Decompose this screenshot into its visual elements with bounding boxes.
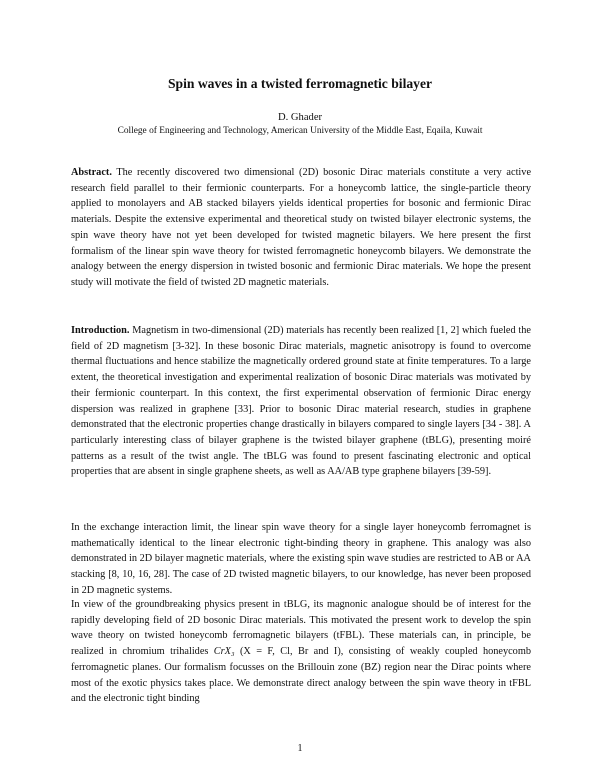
intro-p1-text: Magnetism in two-dimensional (2D) materials has recently been realized [1, 2] which fueled the field of 2D magnetism [3-32]. In these bosonic Dirac materials, magnetic anisotropy is found to overcome thermal fluctuations and hence stabilize the magnetically ordered ground state at finite temperatures. To a large extent, the theoretical investigation and experimental realization of bosonic Dirac materials was motivated by their fermionic counterpart. In this context, the first experimental observation of fermionic Dirac energy dispersion was realized in graphene [33]. Prior to bosonic Dirac material research, studies in graphene demonstrated that the electronic properties change drastically in bilayers compared to single layers [34 - 38]. A particularly interesting class of bilayer graphene is the twisted bilayer graphene (tBLG), presenting moiré patterns as a result of the twist angle. The tBLG was found to present fascinating electronic and optical properties that are absent in single graphene sheets, as well as AA/AB type graphene bilayers [39-59]. [71, 325, 531, 478]
intro-paragraph-2: In the exchange interaction limit, the linear spin wave theory for a single layer honeycomb ferromagnet is mathematically identical to the linear electronic tight-binding theory in graphene. This analogy was also demonstrated in 2D bilayer magnetic materials, where the existing spin wave studies are restricted to AB or AA stacking [8, 10, 16, 28]. The case of 2D twisted magnetic bilayers, to our knowledge, has never been proposed in 2D magnetic systems. [71, 522, 531, 596]
intro-label: Introduction. [71, 325, 130, 336]
intro-p3-text-b: (X = F, Cl, Br and I), consisting of weakly coupled honeycomb ferromagnetic planes. Our formalism focusses on the Brillouin zone (BZ) region near the Dirac points where most of the exotic physics takes place. We demonstrate direct analogy between the spin wave theory in tFBL and the electronic tight binding [71, 646, 531, 705]
intro-p3-text-a: In view of the groundbreaking physics present in tBLG, its magnonic analogue should be of interest for the rapidly developing field of 2D bosonic Dirac materials. This motivated the present work to develop the spin wave theory on twisted honeycomb ferromagnetic bilayers (tFBL). These materials can, in principle, be realized in chromium trihalides [71, 599, 531, 658]
abstract-paragraph [71, 165, 531, 291]
author-name: D. Ghader [277, 112, 323, 123]
abstract-text: The recently discovered two dimensional (2D) bosonic Dirac materials constitute a very active research field parallel to their fermionic counterparts. For a honeycomb lattice, the single-particle theory applied to monolayers and AB stacked bilayers yields identical properties for bosonic and fermionic Dirac materials. Despite the extensive experimental and theoretical study on twisted bilayer electronic systems, the spin wave theory have not yet been developed for twisted magnetic bilayers. We here present the first formalism of the linear spin wave theory for twisted ferromagnetic honeycomb bilayers. We demonstrate the analogy between the energy dispersion in twisted bosonic and fermionic Dirac materials. We hope the present study will motivate the field of twisted 2D magnetic materials. [71, 167, 532, 288]
paper-title: Spin waves in a twisted ferromagnetic bilayer [167, 76, 433, 91]
page-number: 1 [297, 743, 303, 754]
abstract-label: Abstract. [71, 167, 112, 178]
intro-paragraph-1 [71, 323, 531, 480]
intro-paragraph-3 [71, 597, 531, 707]
author-affiliation: College of Engineering and Technology, American University of the Middle East, Eqaila, Kuwait [117, 126, 483, 136]
chemical-formula: CrX₃ [213, 646, 235, 658]
